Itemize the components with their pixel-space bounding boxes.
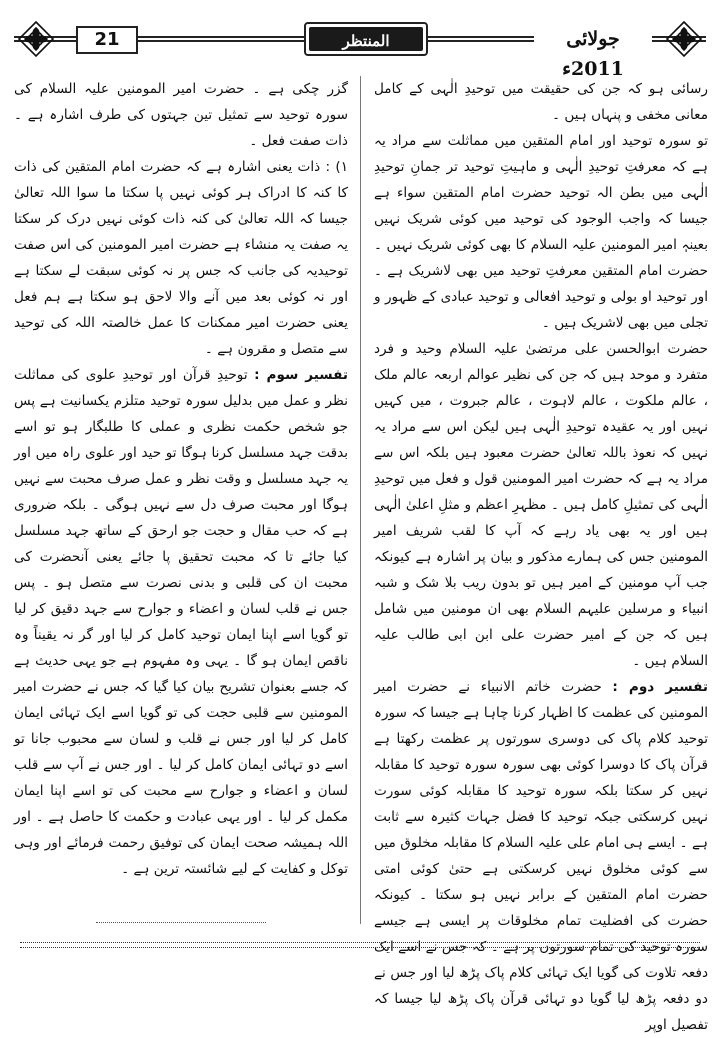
right-column bbox=[374, 76, 708, 1033]
tafseer-2-paragraph bbox=[374, 674, 708, 1038]
masthead-title: المنتظر bbox=[342, 32, 390, 50]
masthead-plate bbox=[309, 27, 423, 51]
masthead-logo bbox=[304, 22, 428, 56]
page-number: 21 bbox=[76, 26, 138, 54]
left-paragraph: ۱) : ذات یعنی اشارہ ہے کہ حضرت امام المتقین کی ذات کا کنہ کا ادراک ہر کوئی نہیں پا سکتا ما سوا اللہ تعالیٰ جیسا کہ اللہ تعالیٰ کی کنہ ذات کوئی نہیں درک کر سکتا یہ صفت یہ منشاء ہے حضرت امیر المومنین کی اس صفت توحیدیہ کی جانب کہ جس پر نہ کوئی سبقت لے سکتا ہے اور نہ کوئی بعد میں آنے والا لاحق ہو سکتا ہے ہم فعل یعنی حضرت امیر ممکنات کا عمل خالصتہ اللہ کی توحید سے متصل و مقرون ہے ۔ bbox=[14, 159, 348, 357]
right-paragraph: رسائی ہو کہ جن کی حقیقت میں توحیدِ الٰہی کے کامل معانی مخفی و پنہاں ہیں ۔ bbox=[374, 81, 708, 123]
column-divider bbox=[360, 76, 361, 924]
left-column bbox=[14, 76, 348, 924]
page-header bbox=[14, 14, 706, 80]
tafseer-3-paragraph bbox=[14, 362, 348, 882]
article-end-rule bbox=[96, 922, 266, 923]
tafseer-3-text: توحیدِ قرآن اور توحیدِ علوی کی مماثلت نظر و عمل میں بدلیل سورہ توحید متلزم یکسانیت ہے پس جو شخص حکمت نظری و عملی کا طلبگار ہو تو اسے بدقت جہد مسلسل کرنا ہوگا تو حید اور علوی راہ میں اور یہ جہد مسلسل و وقت نظر و عمل صرف محبت سے نہیں ہوگا اور محبت صرف دل سے نہیں ہوگی ۔ بلکہ ضروری ہے کہ حب مقال و حجت جو ارحق کے ساتھ جہد مسلسل کیا جائے تا کہ محبت تحقیق پا جائے یعنی آنحضرت کی محبت ان کی قلبی و بدنی نصرت سے متصل ہو ۔ پس جس نے قلب لسان و اعضاء و جوارح سے جہد دقیق کر لیا تو گویا اسے اپنا ایمان توحید کامل کر لیا اور گر نہ یقیناً وہ ناقص ایمان ہو گا ۔ یہی وہ مفہوم ہے جو یہی حدیث ہے کہ جسے بعنوان تشریح بیان کیا گیا کہ جس نے حضرت امیر المومنین سے قلبی حجت کی تو گویا اسے ایک تہائی ایمان کامل کر لیا اور جس نے قلب و لسان سے محبوب جانا تو اسے دو تہائی ایمان کامل کر لیا ۔ اور جس نے آپ سے قلب لسان و اعضاء و جوارح سے محبت کی تو اسے اپنا ایمان مکمل کر لیا ۔ اور یہی عبادت و حکمت کا حاصل ہے ۔ اور اللہ ہمیشہ صحت ایمان کی توفیق رحمت فرمائے اور وہی توکل و کفایت کے لیے شائستہ ترین ہے ۔ bbox=[14, 367, 348, 877]
floral-ornament-icon bbox=[664, 19, 704, 59]
right-paragraph: حضرت ابوالحسن علی مرتضیٰ علیہ السلام وحید و فرد متفرد و موحد ہیں کہ جن کی نظیر عوالم اربعہ عالم ملک ، عالم ملکوت ، عالم لاہوت ، عالم جبروت ، میں کہیں نہیں اور یہ عقیدہ توحیدِ الٰہی ہیں لیکن اس سے مراد یہ نہیں کہ نعوذ باللہ تعالیٰ حضرت معبود ہیں بلکہ اس سے مراد یہ ہے کہ حضرت امیر المومنین قول و فعل میں توحیدِ الٰہی کی تمثیلِ کامل ہیں ۔ مظہرِ اعظم و مثلِ اعلیٰ الٰہی ہیں اور یہ بھی یاد رہے کہ آپ کا لقب شریف امیر المومنین جس کی ہمارے مذکور و بیان پر اشارہ ہے کیونکہ جب آپ مومنین کے امیر ہیں تو بدون ریب بلا شک و شبہ انبیاء و مرسلین علیہم السلام بھی ان مومنین میں شامل ہیں کہ جن کے امیر حضرت علی ابن ابی طالب علیہ السلام ہیں ۔ bbox=[374, 341, 708, 669]
floral-ornament-icon bbox=[16, 19, 56, 59]
footer-border bbox=[20, 942, 700, 948]
tafseer-2-text: حضرت خاتم الانبیاء نے حضرت امیر المومنین کی عظمت کا اظہار کرنا چاہا ہے جیسا کہ سورہ توحید کلام پاک کی دوسری سورتوں پر عظمت رکھتا ہے قرآن پاک کا دوسرا کوئی بھی سورہ سورہ توحید کا مقابلہ نہیں کر سکتا بلکہ سورہ توحید کا مقابلہ کوئی سورت نہیں کرسکتی جبکہ توحید کا فضل جہات کثیرہ سے ثابت ہے ۔ ایسے ہی امام علی علیہ السلام کا مقابلہ مخلوق میں سے کوئی مخلوق نہیں کرسکتی ہے حتیٰ کوئی امتی حضرت امام المتقین کے برابر نہیں ہو سکتا ۔ کیونکہ حضرت کی افضلیت تمام مخلوقات پر ایسی ہے جیسے سورہ توحید کی تمام سورتوں پر ہے ۔ کہ جس نے اسے ایک دفعہ تلاوت کی گویا ایک تہائی کلام پاک پڑھ لیا اور جس نے دو دفعہ پڑھ لیا گویا دو تہائی قرآن پاک پڑھ لیا جیسا کہ تفصیل اوپر bbox=[374, 679, 708, 1033]
tafseer-3-heading: تفسیر سوم : bbox=[254, 367, 348, 383]
tafseer-2-heading: تفسیر دوم : bbox=[612, 679, 708, 695]
left-paragraph: گزر چکی ہے ۔ حضرت امیر المومنین علیہ السلام کی سورہ توحید سے تمثیل تین جہتوں کی طرف اشارہ ہے ۔ ذات صفت فعل ۔ bbox=[14, 81, 348, 149]
issue-date: جولائی 2011ء bbox=[534, 24, 652, 54]
right-paragraph: تو سورہ توحید اور امام المتقین میں مماثلت سے مراد یہ ہے کہ معرفتِ توحیدِ الٰہی و ماہیتِ توحید تر جمانِ توحیدِ الٰہی میں بطن الہ توحید حضرت امام المتقین سواء ہے جیسا کہ واجب الوجود کی توحید میں کوئی شریک نہیں بعینہٖ امیر المومنین علیہ السلام کا بھی کوئی شریک نہیں ۔ حضرت امام المتقین معرفتِ توحید میں بھی لاشریک ہے ۔ اور توحید او بولی و توحید افعالی و توحید عبادی کے ظہور و تجلی میں بھی لاشریک ہیں ۔ bbox=[374, 133, 708, 331]
